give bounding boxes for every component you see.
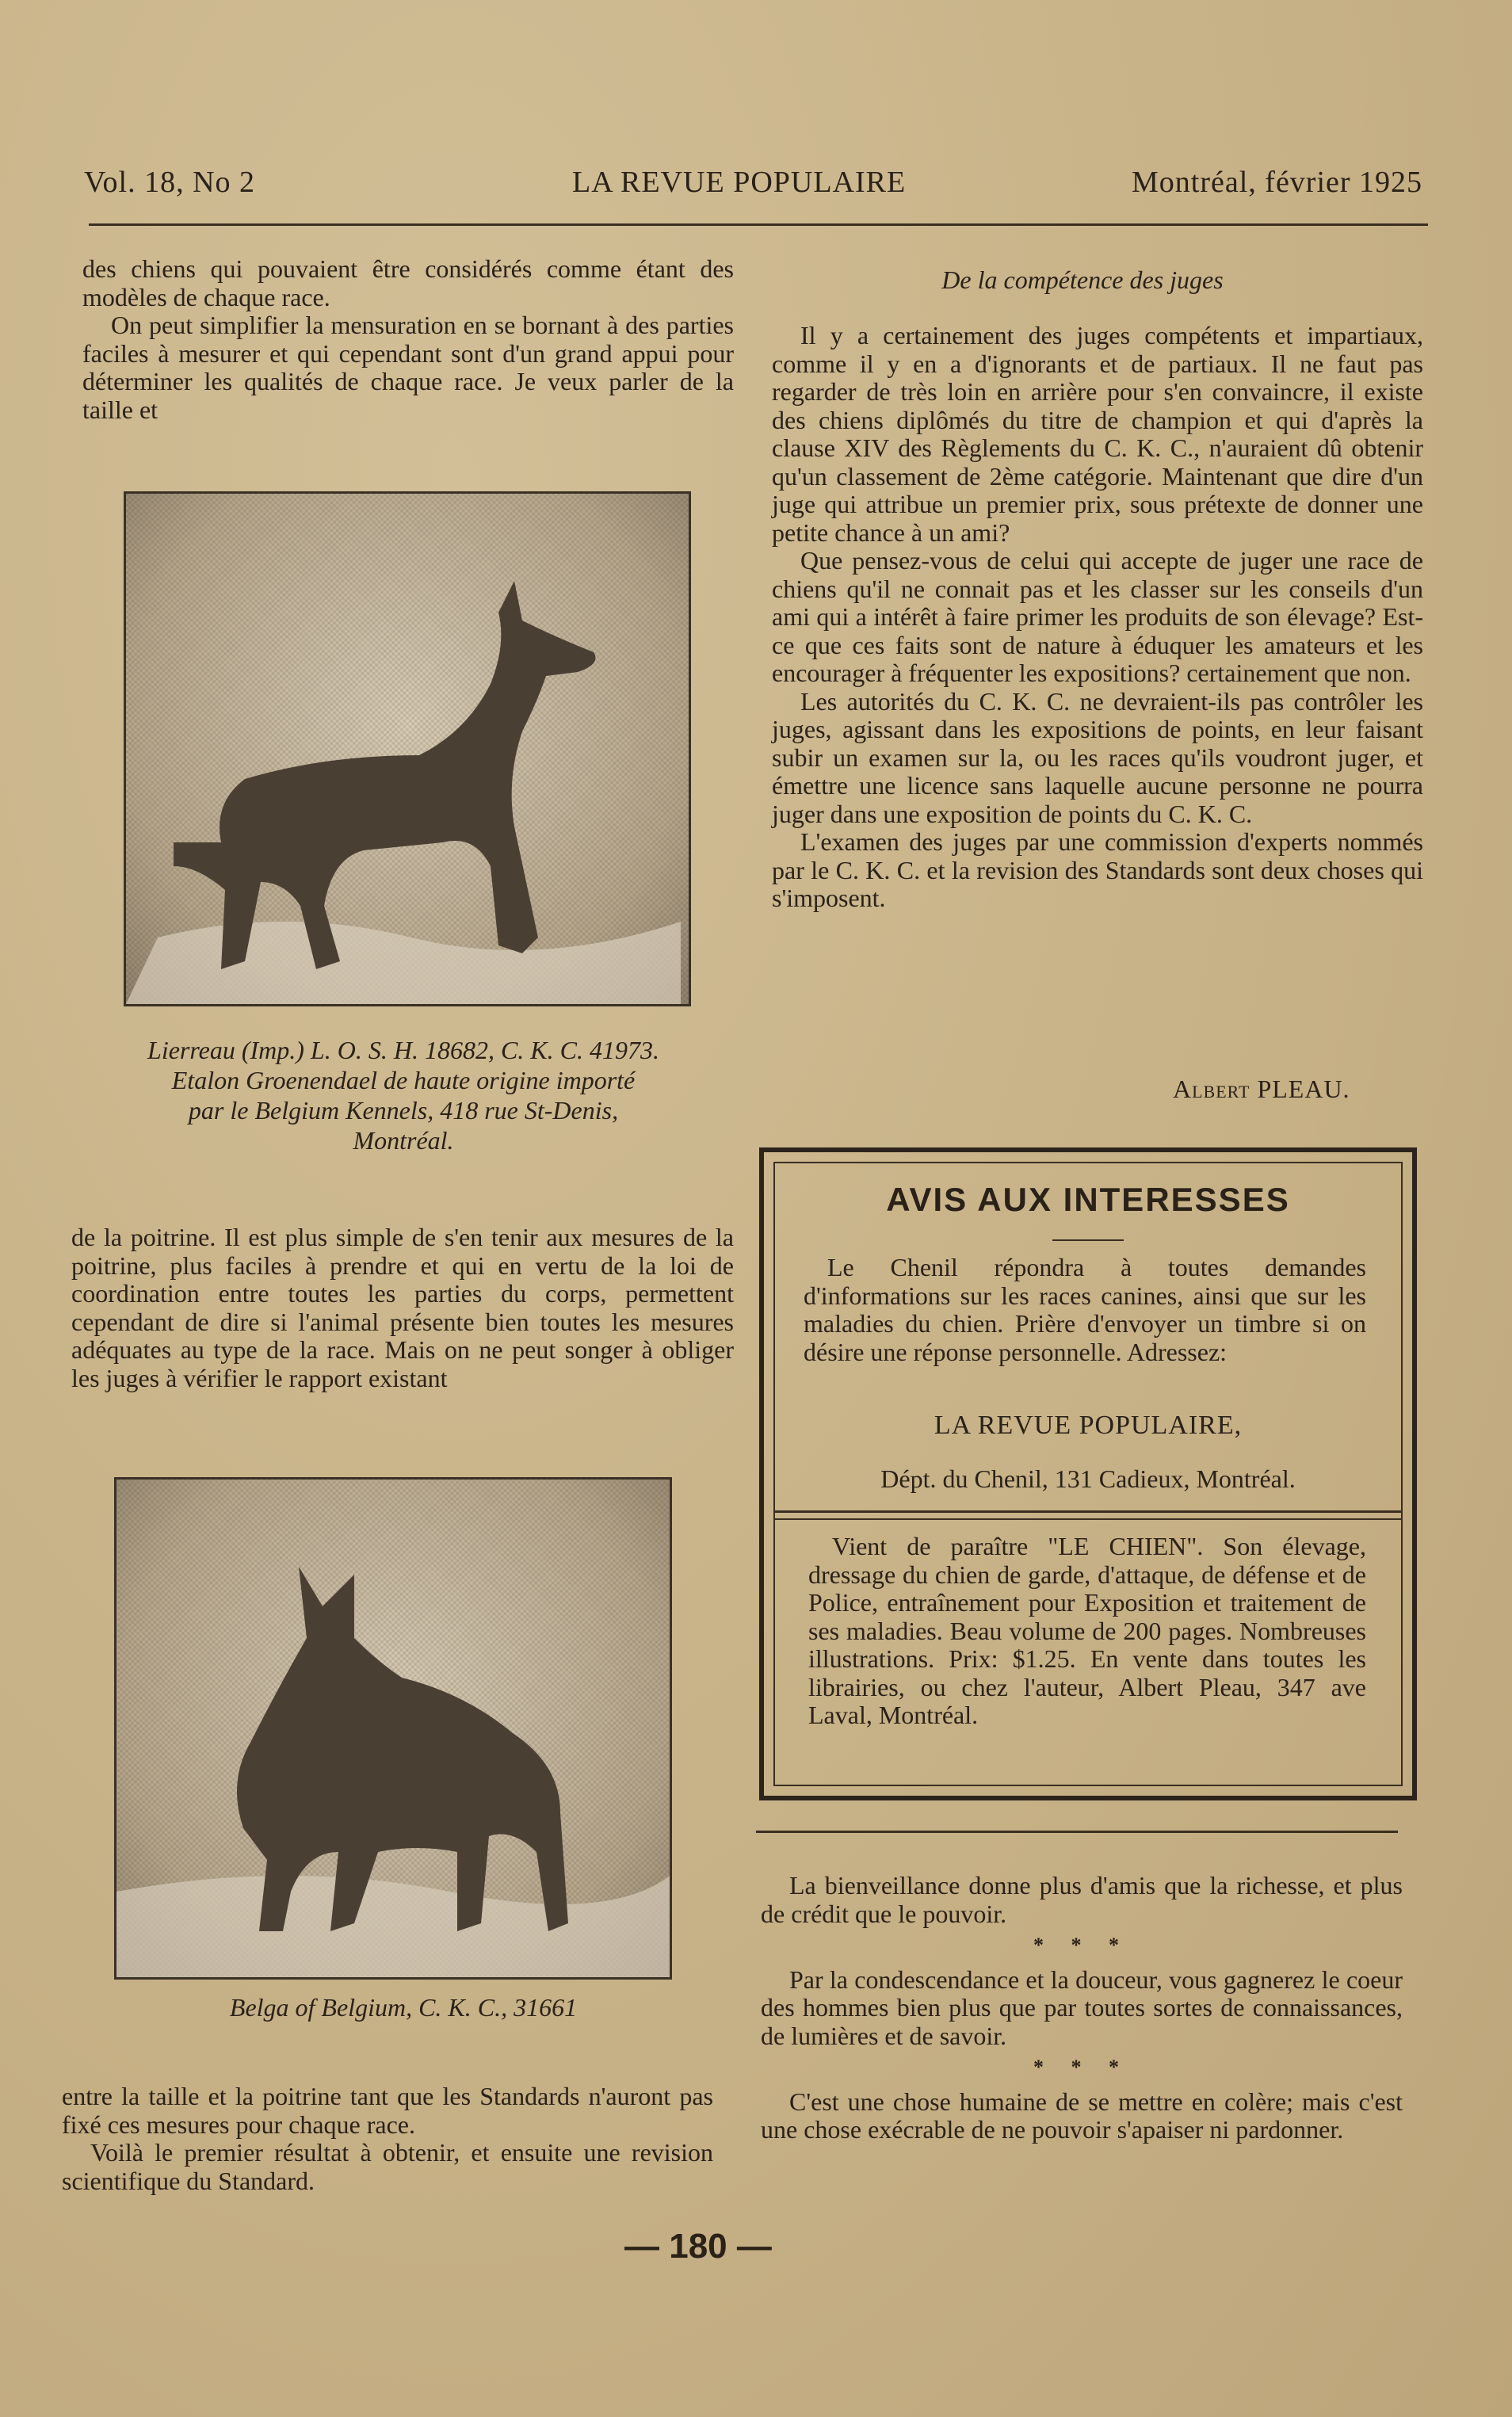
right-paragraph-4: L'examen des juges par une commission d'experts nommés par le C. K. C. et la revision des Standards sont deux choses qui s'imposent. (772, 827, 1423, 912)
caption-1-line-1: Lierreau (Imp.) L. O. S. H. 18682, C. K. C. 41973. (147, 1036, 659, 1064)
right-paragraph-2: Que pensez-vous de celui qui accepte de juger une race de chiens qu'il ne connait pas et les classer sur les conseils d'un ami qui a intérêt à faire primer les produits de son élevage? Est-ce que ces faits sont de nature à éduquer les amateurs et les encourager à fréquenter les expositions? certainement que non. (772, 546, 1423, 687)
maxims-rule (756, 1831, 1398, 1833)
dog-silhouette-icon (116, 1480, 670, 1977)
notice-text (804, 1254, 1366, 1366)
notice-title-underline (1052, 1239, 1124, 1241)
notice-paragraph: Le Chenil répondra à toutes demandes d'informations sur les races canines, ainsi que sur les maladies du chien. Prière d'envoyer un timbre si on désire une réponse personnelle. Adressez: (804, 1253, 1366, 1366)
maxim-3: C'est une chose humaine de se mettre en colère; mais c'est une chose exécrable de ne pouvoir s'apaiser ni pardonner. (761, 2087, 1403, 2144)
maxim-1: La bienveillance donne plus d'amis que la richesse, et plus de crédit que le pouvoir. (761, 1871, 1403, 1928)
stars-divider-2: * * * (1033, 2056, 1130, 2079)
left-text-top (82, 255, 734, 424)
book-ad-text (808, 1533, 1366, 1730)
section-title: De la compétence des juges (941, 265, 1224, 294)
left-paragraph-4: entre la taille et la poitrine tant que les Standards n'auront pas fixé ces mesures pour chaque race. (62, 2082, 713, 2139)
photo-caption-lierreau (73, 1035, 734, 1155)
left-paragraph-5: Voilà le premier résultat à obtenir, et ensuite une revision scientifique du Standard. (62, 2138, 713, 2195)
header-rule (89, 223, 1428, 226)
notice-box (759, 1147, 1417, 1800)
dog-silhouette-icon (126, 494, 689, 1004)
left-paragraph-3: de la poitrine. Il est plus simple de s'en tenir aux mesures de la poitrine, plus faciles à prendre et qui en vertu de la loi de coordination entre toutes les parties du corps, permettent cependant de dire si l'animal présente bien toutes les mesures adéquates au type de la race. Mais on ne peut songer à obliger les juges à vérifier le rapport existant (71, 1223, 734, 1392)
right-text-article (772, 322, 1423, 913)
left-text-middle (71, 1224, 734, 1392)
notice-address-name: LA REVUE POPULAIRE, (934, 1411, 1243, 1440)
dog-photo-belga (114, 1477, 672, 1980)
dog-photo-lierreau (124, 491, 691, 1006)
notice-address-street: Dépt. du Chenil, 131 Cadieux, Montréal. (880, 1464, 1296, 1493)
right-paragraph-1: Il y a certainement des juges compétents et impartiaux, comme il y en a d'ignorants et de partiaux. Il ne faut pas regarder de très loin en arrière pour s'en convaincre, il existe des chiens diplômés du titre de champion et qui d'après la clause XIV des Règlements du C. K. C., n'auraient dû obtenir qu'un classement de 2ème catégorie. Maintenant que dire d'un juge qui attribue un premier prix, sous prétexte de donner une petite chance à un ami? (772, 321, 1423, 547)
caption-1-line-3: par le Belgium Kennels, 418 rue St-Denis, (188, 1096, 619, 1124)
journal-title: LA REVUE POPULAIRE (572, 166, 907, 199)
maxims (761, 1872, 1403, 2144)
left-paragraph-1: des chiens qui pouvaient être considérés comme étant des modèles de chaque race. (82, 254, 734, 311)
left-paragraph-2: On peut simplifier la mensuration en se bornant à des parties faciles à mesurer et qui cependant sont d'un grand appui pour déterminer les qualités de chaque race. Je veux parler de la taille et (82, 311, 734, 424)
photo-caption-belga: Belga of Belgium, C. K. C., 31661 (229, 1993, 578, 2022)
maxim-2: Par la condescendance et la douceur, vous gagnerez le coeur des hommes bien plus que par toutes sortes de connaissances, de lumières et de savoir. (761, 1965, 1403, 2050)
stars-divider-1: * * * (1033, 1934, 1130, 1957)
notice-title: AVIS AUX INTERESSES (886, 1181, 1290, 1218)
issue-date: Montréal, février 1925 (1132, 166, 1423, 199)
book-ad-paragraph: Vient de paraître "LE CHIEN". Son élevage, dressage du chien de garde, d'attaque, de défense et de Police, entraînement pour Exposition et traitement de ses maladies. Beau volume de 200 pages. Nombreuses illustrations. Prix: $1.25. En vente dans toutes les librairies, ou chez l'auteur, Albert Pleau, 347 ave Laval, Montréal. (808, 1532, 1366, 1729)
author-signature: Albert PLEAU. (1173, 1075, 1350, 1103)
volume-number: Vol. 18, No 2 (84, 166, 256, 199)
caption-1-line-2: Etalon Groenendael de haute origine importé (171, 1066, 636, 1094)
caption-1-line-4: Montréal. (353, 1126, 454, 1155)
left-text-bottom (62, 2083, 713, 2195)
notice-separator (773, 1510, 1403, 1513)
page-number: — 180 — (624, 2227, 772, 2266)
right-paragraph-3: Les autorités du C. K. C. ne devraient-ils pas contrôler les juges, agissant dans les expositions de points, en leur faisant subir un examen sur la, ou les races qu'ils voudront juger, et émettre une licence sans laquelle aucune personne ne pourra juger dans une exposition de points du C. K. C. (772, 686, 1423, 828)
notice-separator-2 (773, 1518, 1403, 1520)
